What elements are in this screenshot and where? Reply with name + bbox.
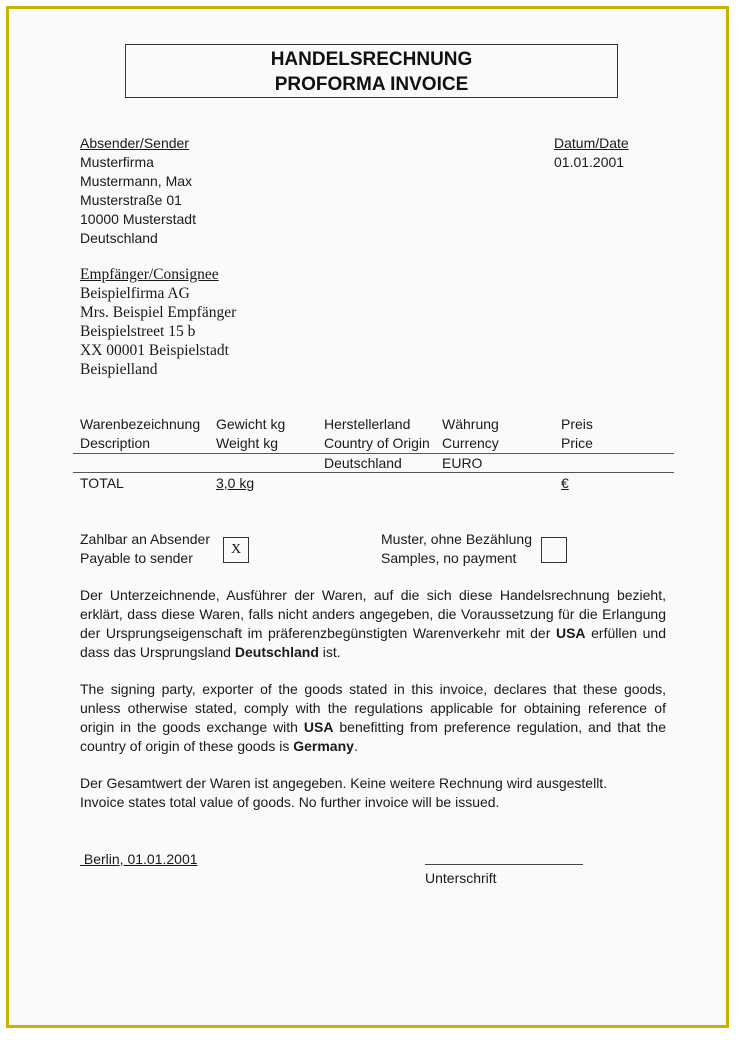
cell-origin: Deutschland <box>324 455 402 471</box>
origin-country: Deutschland <box>234 644 319 660</box>
sender-line: Musterstraße 01 <box>80 192 182 208</box>
column-header-price <box>561 415 593 453</box>
title-german: HANDELSRECHNUNG <box>270 49 473 70</box>
column-header-origin <box>324 415 430 453</box>
sender-line: 10000 Musterstadt <box>80 211 196 227</box>
header-en: Country of Origin <box>324 435 430 451</box>
signature-line <box>425 864 583 865</box>
payable-to-sender-label <box>80 530 210 568</box>
consignee-label: Empfänger/Consignee <box>80 266 219 283</box>
text: The signing party, exporter of the goods stated in this invoice, declares that these goods, unless otherwise stated, comply with the regulations applicable for obtaining reference of origin in the goods exchange with <box>80 681 666 735</box>
consignee-line: Beispielland <box>80 361 158 378</box>
payable-to-sender-checkbox[interactable]: X <box>223 537 249 563</box>
text: ist. <box>318 644 341 660</box>
header-en: Currency <box>442 435 499 451</box>
place-date-text: Berlin, 01.01.2001 <box>83 851 198 867</box>
header-de: Preis <box>561 416 593 432</box>
total-label: TOTAL <box>80 475 124 491</box>
date-block <box>554 134 629 172</box>
signature-label: Unterschrift <box>425 870 497 886</box>
label-de: Zahlbar an Absender <box>80 531 210 547</box>
header-de: Währung <box>442 416 499 432</box>
consignee-line: Mrs. Beispiel Empfänger <box>80 304 237 321</box>
header-en: Price <box>561 435 593 451</box>
total-statement <box>80 774 607 812</box>
sender-line: Deutschland <box>80 230 158 246</box>
total-weight: 3,0 kg <box>216 475 255 491</box>
title-english: PROFORMA INVOICE <box>274 74 469 95</box>
consignee-block <box>80 265 236 379</box>
declaration-german <box>80 586 666 662</box>
country-name: USA <box>555 625 586 641</box>
text: benefitting from preference regulation, and that the country of origin of these goods is <box>80 719 666 754</box>
title-box <box>125 44 618 98</box>
sender-line: Mustermann, Max <box>80 173 193 189</box>
document-page <box>6 6 729 1028</box>
date-label: Datum/Date <box>554 135 629 151</box>
consignee-line: XX 00001 Beispielstadt <box>80 342 229 359</box>
samples-no-payment-checkbox[interactable] <box>541 537 567 563</box>
header-de: Gewicht kg <box>216 416 286 432</box>
samples-no-payment-label <box>381 530 532 568</box>
table-divider <box>73 472 674 473</box>
header-en: Weight kg <box>216 435 278 451</box>
sender-block <box>80 134 196 248</box>
declaration-english <box>80 680 666 756</box>
text: Der Unterzeichnende, Ausführer der Waren, auf die sich diese Handelsrechnung bezieht, erklärt, dass diese Waren, falls nicht anders angegeben, die Voraussetzung für die Erlangung der Ursprungseigenschaft im präferenzbegünstigten Warenverkehr mit der <box>80 587 666 641</box>
label-de: Muster, ohne Bezählung <box>381 531 532 547</box>
country-name: USA <box>303 719 334 735</box>
consignee-line: Beispielstreet 15 b <box>80 323 196 340</box>
sender-line: Musterfirma <box>80 154 154 170</box>
header-en: Description <box>80 435 151 451</box>
header-de: Warenbezeichnung <box>80 416 201 432</box>
statement-en: Invoice states total value of goods. No further invoice will be issued. <box>80 794 500 810</box>
consignee-line: Beispielfirma AG <box>80 285 190 302</box>
sender-label: Absender/Sender <box>80 135 189 151</box>
total-price: € <box>561 475 569 491</box>
statement-de: Der Gesamtwert der Waren ist angegeben. Keine weitere Rechnung wird ausgestellt. <box>80 775 608 791</box>
column-header-weight <box>216 415 285 453</box>
label-en: Samples, no payment <box>381 550 517 566</box>
header-de: Herstellerland <box>324 416 411 432</box>
label-en: Payable to sender <box>80 550 193 566</box>
text: . <box>353 738 358 754</box>
place-date <box>80 850 198 869</box>
cell-currency: EURO <box>442 455 483 471</box>
date-value: 01.01.2001 <box>554 154 625 170</box>
column-header-currency <box>442 415 499 453</box>
text: erfüllen und dass das Ursprungsland <box>80 625 666 660</box>
origin-country: Germany <box>293 738 354 754</box>
column-header-description <box>80 415 200 453</box>
